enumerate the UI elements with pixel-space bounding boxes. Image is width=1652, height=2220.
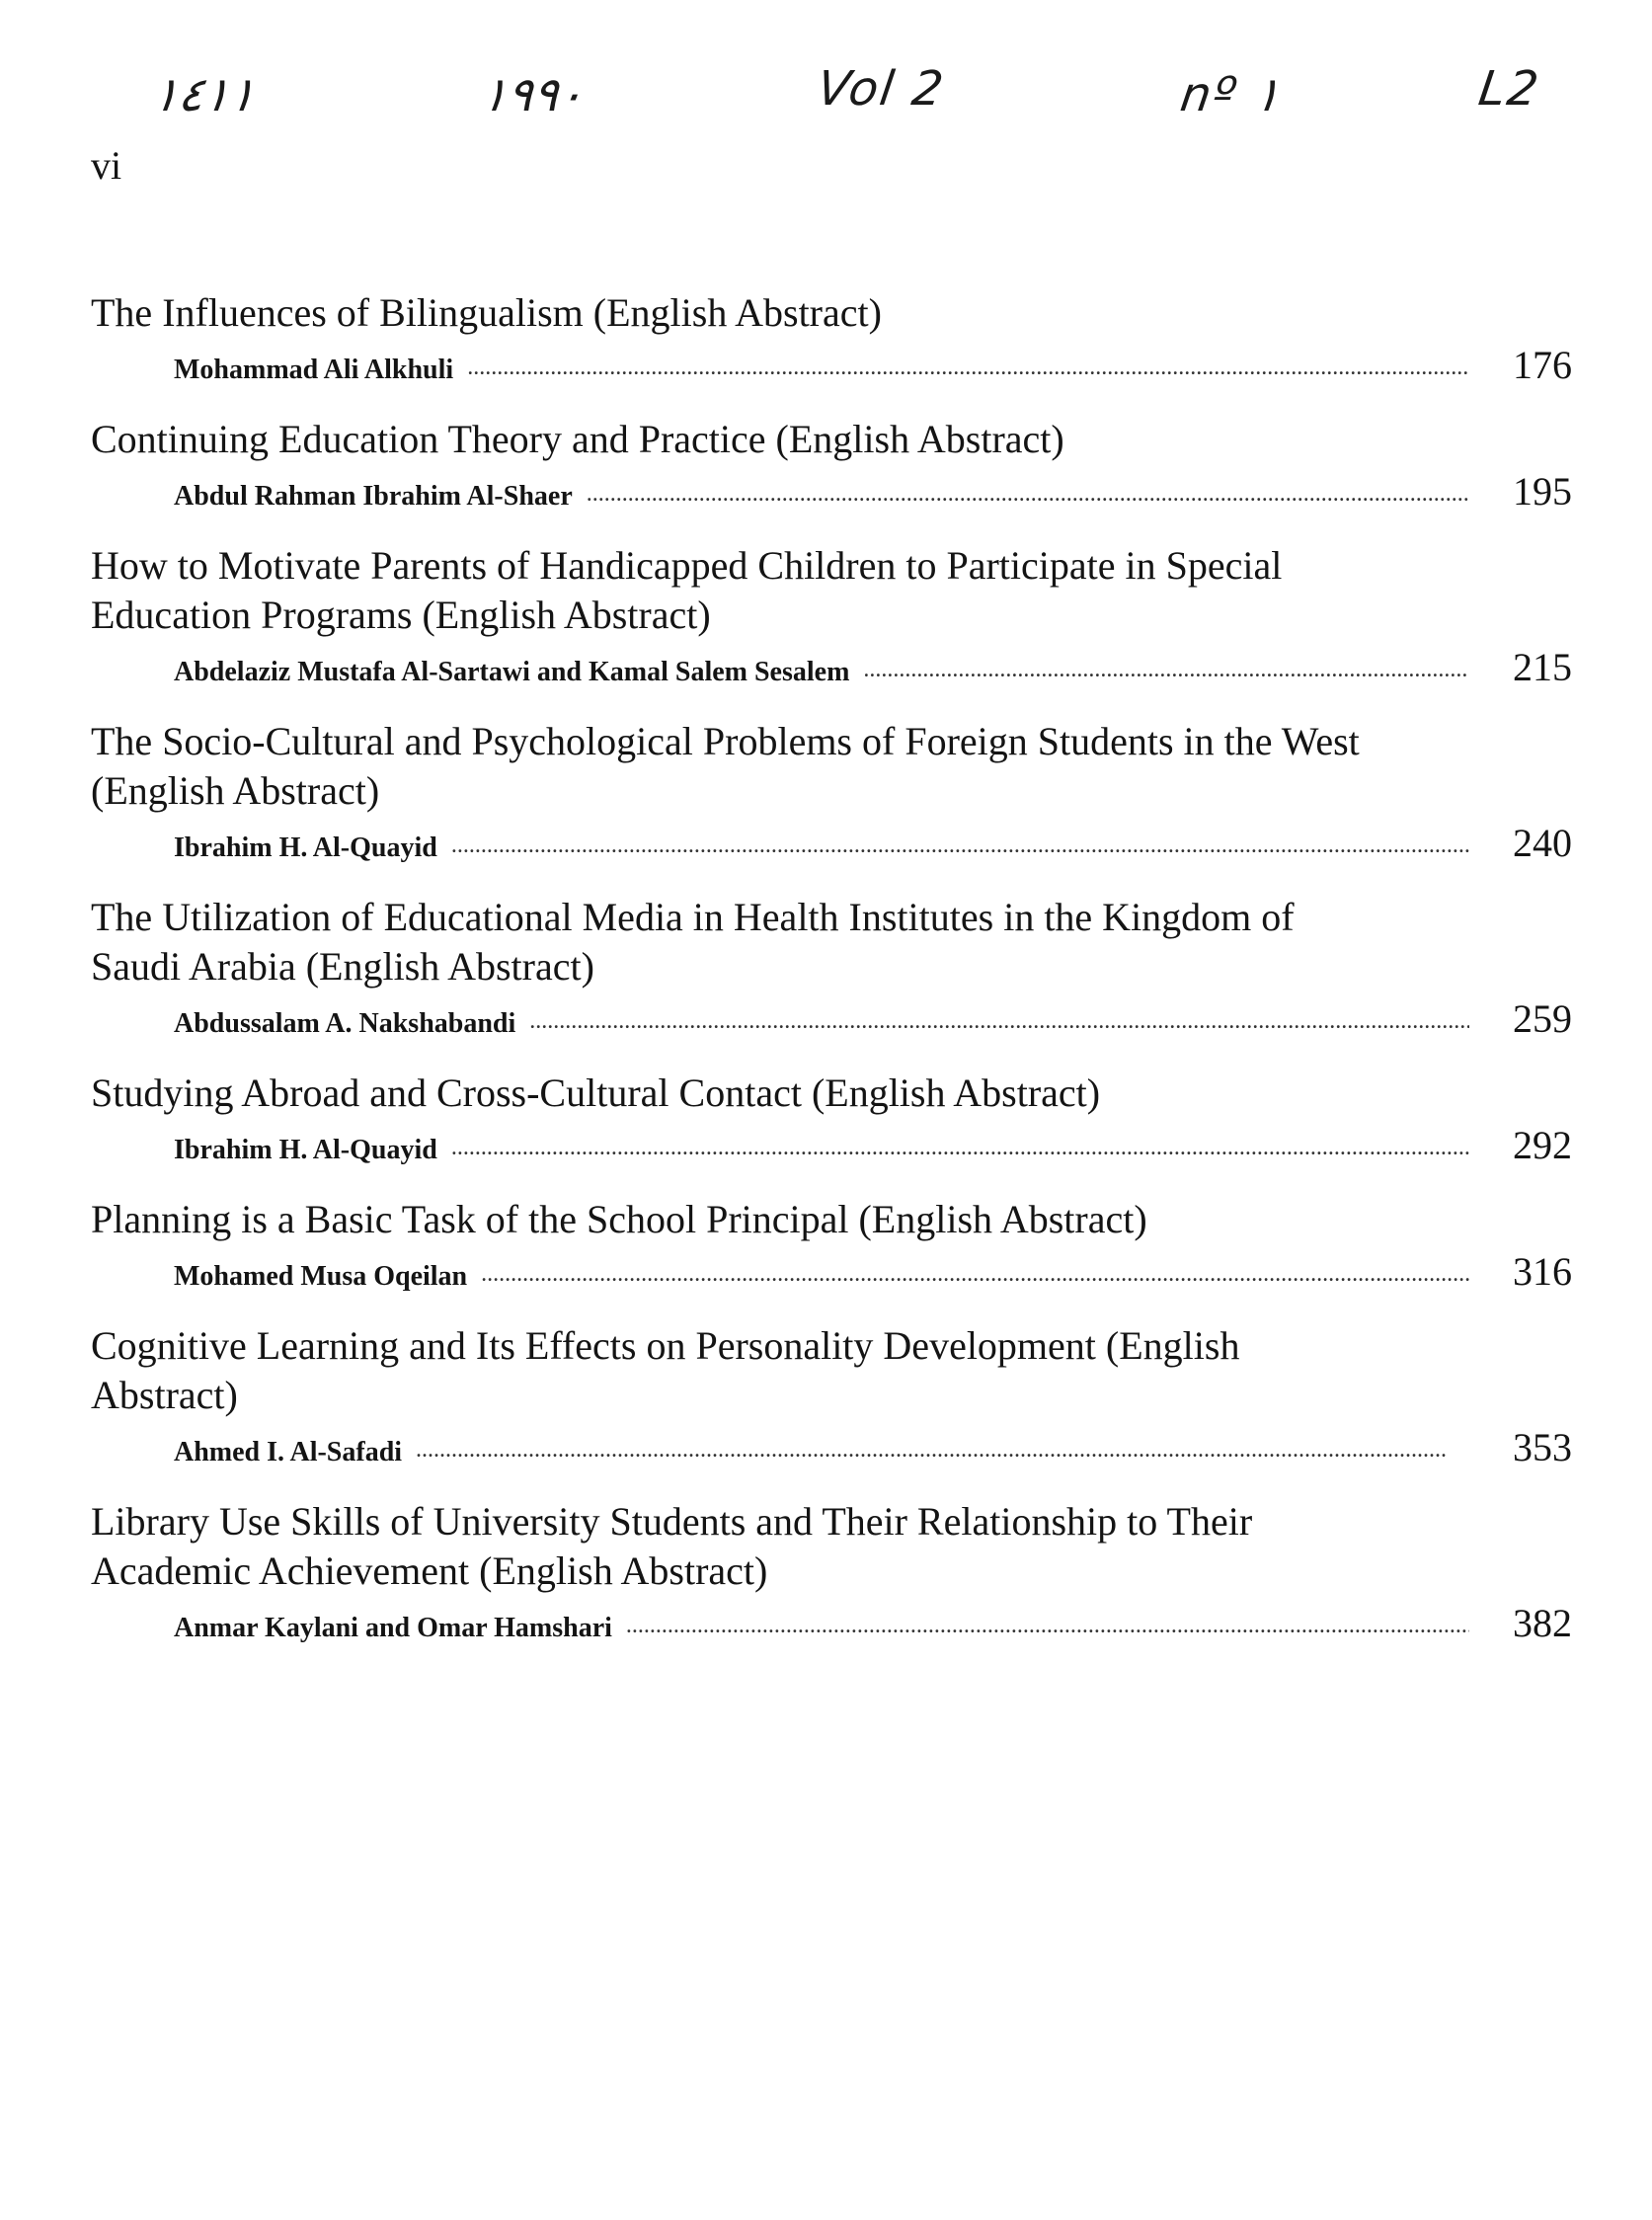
- handwritten-note-3: Vol 2: [814, 61, 949, 117]
- entry-page-number: 176: [1513, 343, 1572, 387]
- entry-author: Abdelaziz Mustafa Al-Sartawi and Kamal Salem Sesalem: [174, 657, 850, 687]
- dot-leader: [467, 355, 1469, 381]
- toc-entry: [91, 415, 1572, 515]
- entry-page-number: 215: [1513, 645, 1572, 689]
- entry-page-number: 353: [1513, 1425, 1572, 1469]
- entry-author-line: [91, 1600, 1572, 1647]
- entry-title: How to Motivate Parents of Handicapped Children to Participate in Special Education Programs (English Abstract): [91, 543, 1283, 637]
- entry-author: Ibrahim H. Al-Quayid: [174, 1135, 437, 1165]
- entry-author: Abdussalam A. Nakshabandi: [174, 1008, 516, 1039]
- entry-title: Library Use Skills of University Students and Their Relationship to Their Academic Achievement (English Abstract): [91, 1499, 1253, 1593]
- toc-entry: [91, 893, 1572, 1043]
- dot-leader: [529, 1008, 1469, 1035]
- entry-title: The Influences of Bilingualism (English Abstract): [91, 290, 882, 335]
- entry-author-line: [91, 468, 1572, 515]
- toc-entry: [91, 1321, 1572, 1471]
- entry-author-line: [91, 1424, 1572, 1471]
- entry-page-number: 382: [1513, 1601, 1572, 1645]
- dot-leader: [481, 1261, 1469, 1288]
- entry-author-line: [91, 1122, 1572, 1169]
- entry-page-number: 316: [1513, 1249, 1572, 1294]
- page-number: vi: [91, 143, 122, 188]
- dot-leader: [451, 1135, 1469, 1161]
- entry-author: Abdul Rahman Ibrahim Al-Shaer: [174, 481, 573, 512]
- entry-author: Mohammad Ali Alkhuli: [174, 355, 454, 385]
- entry-author-line: [91, 1248, 1572, 1296]
- entry-page-number: 259: [1513, 996, 1572, 1041]
- entry-author: Anmar Kaylani and Omar Hamshari: [174, 1613, 612, 1643]
- entry-title: Studying Abroad and Cross-Cultural Contact (English Abstract): [91, 1070, 1101, 1115]
- dot-leader: [587, 481, 1469, 508]
- handwritten-note-4: nº ١: [1177, 67, 1285, 122]
- entry-author-line: [91, 820, 1572, 867]
- entry-author: Ibrahim H. Al-Quayid: [174, 832, 437, 863]
- toc-entry: [91, 1069, 1572, 1169]
- entry-author: Mohamed Musa Oqeilan: [174, 1261, 468, 1292]
- table-of-contents: [91, 288, 1572, 1673]
- entry-title: Continuing Education Theory and Practice (English Abstract): [91, 417, 1064, 461]
- entry-title: The Socio-Cultural and Psychological Problems of Foreign Students in the West (English Abstract): [91, 719, 1360, 813]
- handwritten-note-1: ١٤١١: [149, 67, 260, 122]
- dot-leader: [416, 1437, 1469, 1464]
- toc-entry: [91, 717, 1572, 867]
- toc-entry: [91, 1497, 1572, 1647]
- dot-leader: [863, 657, 1469, 683]
- dot-leader: [451, 832, 1469, 859]
- toc-entry: [91, 541, 1572, 691]
- entry-title: The Utilization of Educational Media in Health Institutes in the Kingdom of Saudi Arabia (English Abstract): [91, 895, 1295, 989]
- entry-page-number: 195: [1513, 469, 1572, 514]
- toc-entry: [91, 1195, 1572, 1296]
- entry-author-line: [91, 342, 1572, 389]
- entry-title: Cognitive Learning and Its Effects on Personality Development (English Abstract): [91, 1323, 1240, 1417]
- dot-leader: [626, 1613, 1469, 1639]
- entry-title: Planning is a Basic Task of the School Principal (English Abstract): [91, 1197, 1147, 1241]
- handwritten-note-2: ١٩٩٠: [478, 67, 589, 122]
- entry-page-number: 240: [1513, 821, 1572, 865]
- entry-author-line: [91, 995, 1572, 1043]
- entry-author-line: [91, 644, 1572, 691]
- entry-author: Ahmed I. Al-Safadi: [174, 1437, 403, 1467]
- entry-page-number: 292: [1513, 1123, 1572, 1167]
- toc-entry: [91, 288, 1572, 389]
- handwritten-note-5: L2: [1475, 61, 1544, 117]
